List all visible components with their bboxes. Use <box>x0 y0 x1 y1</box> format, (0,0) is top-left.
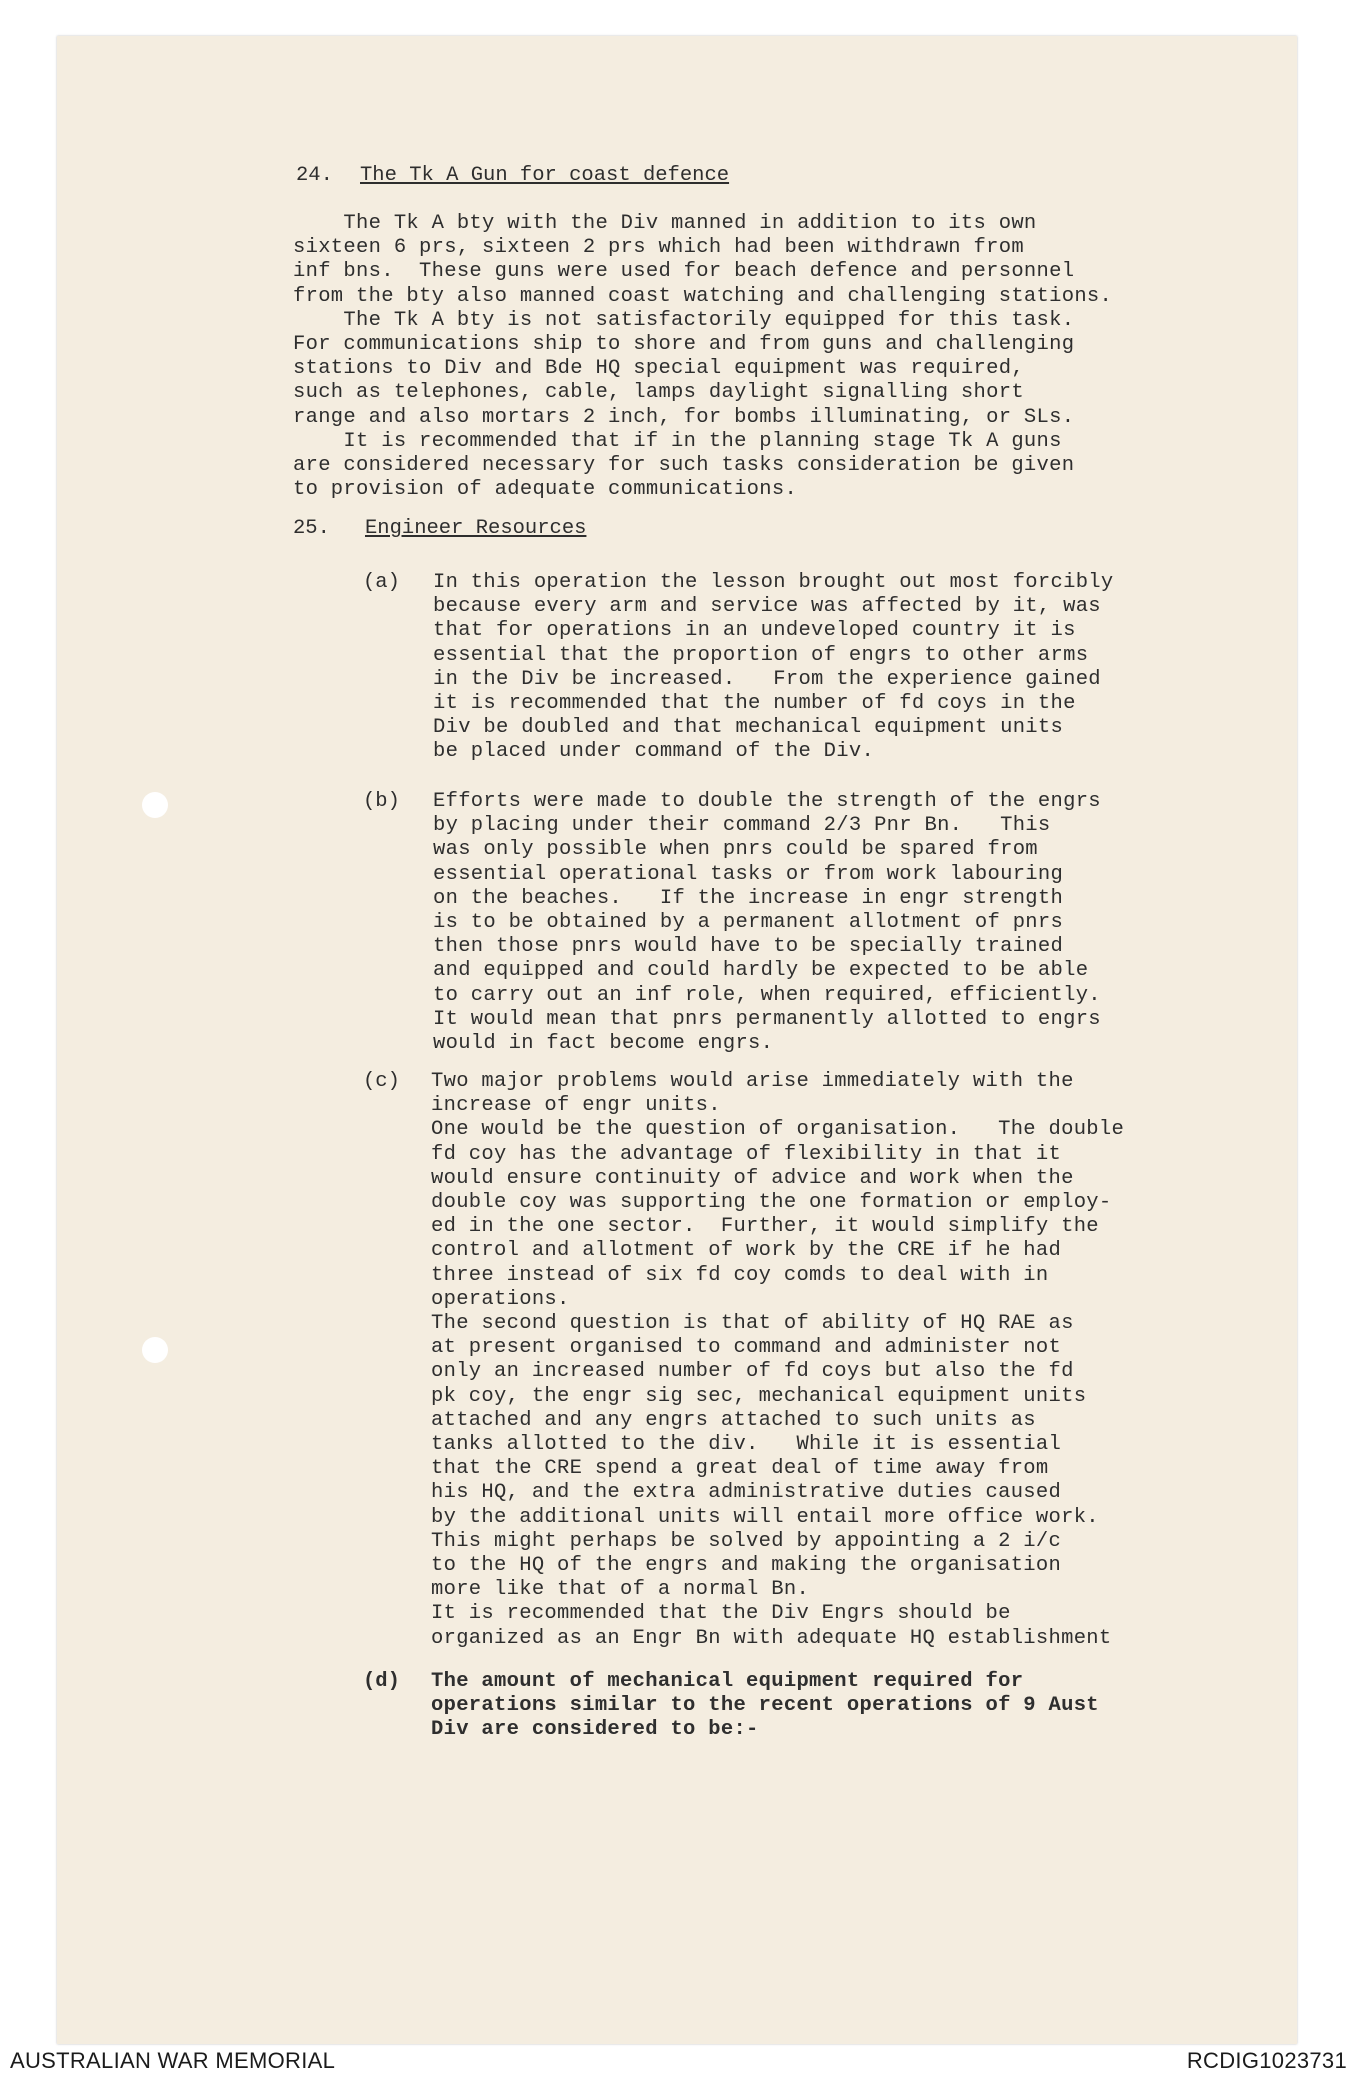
subpara-b-body: Efforts were made to double the strength of the engrs by placing under their command 2/3 Pnr Bn. This was only possible when pnrs could be spared from essential operational tasks or from work labouring on the beaches. If the increase in engr strength is to be obtained by a permanent allotment of pnrs then those pnrs would have to be specially trained and equipped and could hardly be expected to be able to carry out an inf role, when required, efficiently. It would mean that pnrs permanently allotted to engrs would in fact become engrs. <box>433 790 1101 1056</box>
section-25-heading: Engineer Resources <box>365 517 587 540</box>
subpara-d-label: (d) <box>363 1670 400 1693</box>
subpara-c-body: Two major problems would arise immediately with the increase of engr units. One would be the question of organisation. The double fd coy has the advantage of flexibility in that it would ensure continuity of advice and work when the double coy was supporting the one formation or employ- ed in the one sector. Further, it would simplify the control and allotment of work by the CRE if he had three instead of six fd coy comds to deal with in operations. The second question is that of ability of HQ RAE as at present organised to command and administer not only an increased number of fd coys but also the fd pk coy, the engr sig sec, mechanical equipment units attached and any engrs attached to such units as tanks allotted to the div. While it is essential that the CRE spend a great deal of time away from his HQ, and the extra administrative duties caused by the additional units will entail more office work. This might perhaps be solved by appointing a 2 i/c to the HQ of the engrs and making the organisation more like that of a normal Bn. It is recommended that the Div Engrs should be organized as an Engr Bn with adequate HQ establishment <box>431 1070 1125 1650</box>
punch-hole-lower <box>142 1337 168 1363</box>
subpara-d-body: The amount of mechanical equipment required for operations similar to the recent operations of 9 Aust Div are considered to be:- <box>431 1670 1099 1742</box>
footer-institution: AUSTRALIAN WAR MEMORIAL <box>10 2048 336 2073</box>
section-25-number: 25. <box>293 517 330 540</box>
subpara-a-body: In this operation the lesson brought out most forcibly because every arm and service was affected by it, was that for operations in an undeveloped country it is essential that the proportion of engrs to other arms in the Div be increased. From the experience gained it is recommended that the number of fd coys in the Div be doubled and that mechanical equipment units be placed under command of the Div. <box>433 571 1114 764</box>
section-24-number: 24. <box>296 164 333 187</box>
section-24-heading: The Tk A Gun for coast defence <box>360 164 730 187</box>
document-page <box>57 36 1297 2044</box>
section-24-body: The Tk A bty with the Div manned in addition to its own sixteen 6 prs, sixteen 2 prs which had been withdrawn from inf bns. These guns were used for beach defence and personnel from the bty also manned coast watching and challenging stations. The Tk A bty is not satisfactorily equipped for this task. For communications ship to shore and from guns and challenging stations to Div and Bde HQ special equipment was required, such as telephones, cable, lamps daylight signalling short range and also mortars 2 inch, for bombs illuminating, or SLs. It is recommended that if in the planning stage Tk A guns are considered necessary for such tasks consideration be given to provision of adequate communications. <box>293 212 1113 502</box>
subpara-b-label: (b) <box>363 790 400 813</box>
subpara-c-label: (c) <box>363 1070 400 1093</box>
punch-hole-upper <box>142 792 168 818</box>
subpara-a-label: (a) <box>363 571 400 594</box>
footer-reference-id: RCDIG1023731 <box>1186 2048 1347 2073</box>
